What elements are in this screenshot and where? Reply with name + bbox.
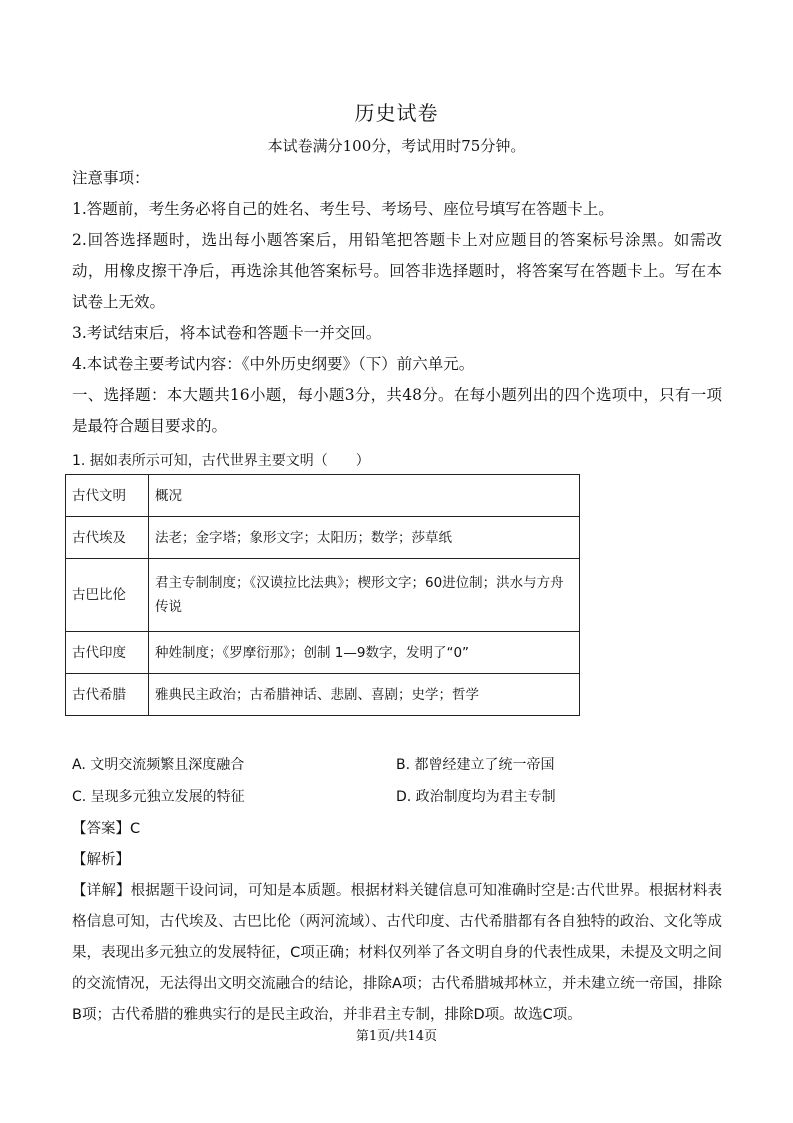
table-header-cell: 概况: [149, 475, 580, 517]
notice-item: 4.本试卷主要考试内容：《中外历史纲要》（下）前六单元。: [72, 355, 475, 373]
notice-item: 3.考试结束后，将本试卷和答题卡一并交回。: [72, 324, 382, 342]
page-title: 历史试卷: [354, 101, 439, 125]
notice-block: [72, 163, 722, 442]
section-heading: 一、选择题：本大题共16小题，每小题3分，共48分。在每小题列出的四个选项中，只有一项是最符合题目要求的。: [72, 386, 722, 435]
table-row: [66, 517, 580, 559]
notice-item: 1.答题前，考生务必将自己的姓名、考生号、考场号、座位号填写在答题卡上。: [72, 200, 614, 218]
table-cell: 古代埃及: [66, 517, 149, 559]
table-row: [66, 674, 580, 716]
option-b: B. 都曾经建立了统一帝国: [396, 757, 555, 773]
table-cell: 古代希腊: [66, 674, 149, 716]
table-header-cell: 古代文明: [66, 475, 149, 517]
answer-line: 【答案】C: [72, 821, 141, 837]
option-a: A. 文明交流频繁且深度融合: [72, 757, 245, 773]
civilization-table: [65, 474, 580, 716]
question-stem: 1. 据如表所示可知，古代世界主要文明（ ）: [72, 453, 370, 469]
page-footer: 第1页/共14页: [355, 1029, 438, 1044]
table-cell: 法老；金字塔；象形文字；太阳历；数学；莎草纸: [149, 517, 580, 559]
table-header-row: [66, 475, 580, 517]
table-row: [66, 559, 580, 632]
exam-subtitle: 本试卷满分100分，考试用时75分钟。: [267, 137, 526, 155]
option-d: D. 政治制度均为君主专制: [396, 789, 556, 805]
table-cell: 君主专制制度；《汉谟拉比法典》；楔形文字；60进位制；洪水与方舟传说: [149, 559, 580, 632]
detail-text: 【详解】根据题干设问词，可知是本质题。根据材料关键信息可知准确时空是:古代世界。根据材料表格信息可知，古代埃及、古巴比伦（两河流域）、古代印度、古代希腊都有各自独特的政治、文化等成果，表现出多元独立的发展特征，C项正确；材料仅列举了各文明自身的代表性成果，未提及文明之间的交流情况，无法得出文明交流融合的结论，排除A项；古代希腊城邦林立，并未建立统一帝国，排除B项；古代希腊的雅典实行的是民主政治，并非君主专制，排除D项。故选C项。: [72, 883, 722, 1023]
table-cell: 古巴比伦: [66, 559, 149, 632]
table-row: [66, 632, 580, 674]
table-cell: 雅典民主政治；古希腊神话、悲剧、喜剧；史学；哲学: [149, 674, 580, 716]
notice-heading: 注意事项：: [72, 169, 150, 187]
analysis-label: 【解析】: [72, 852, 130, 868]
notice-item: 2.回答选择题时，选出每小题答案后，用铅笔把答题卡上对应题目的答案标号涂黑。如需改动，用橡皮擦干净后，再选涂其他答案标号。回答非选择题时，将答案写在答题卡上。写在本试卷上无效。: [72, 231, 722, 311]
table-cell: 古代印度: [66, 632, 149, 674]
detail-explanation: [72, 876, 722, 1031]
option-c: C. 呈现多元独立发展的特征: [72, 789, 245, 805]
table-cell: 种姓制度；《罗摩衍那》；创制 1—9数字，发明了“0”: [149, 632, 580, 674]
